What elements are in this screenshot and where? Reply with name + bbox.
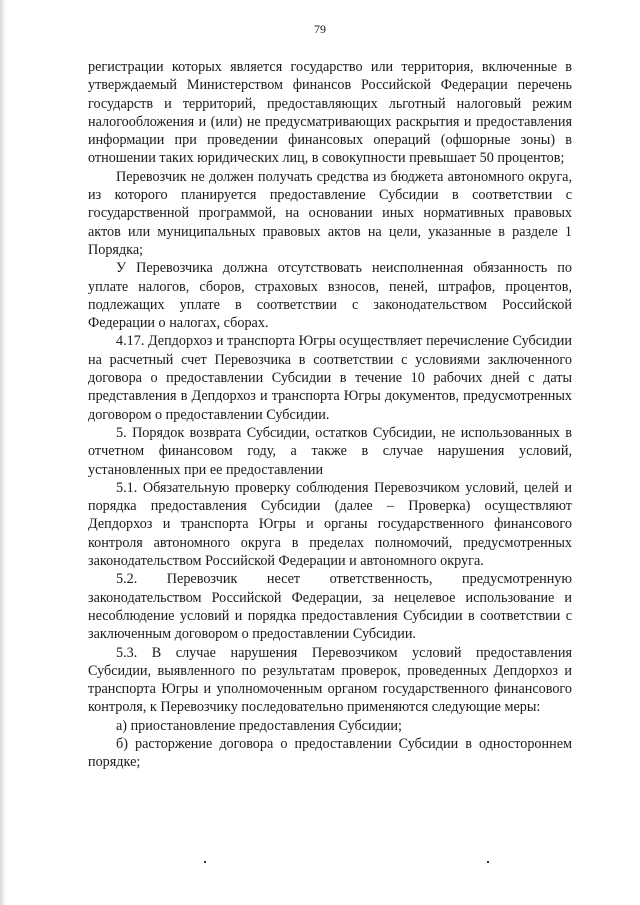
page-number: 79 [314, 22, 326, 36]
paragraph-4-17: 4.17. Депдорхоз и транспорта Югры осуществляет перечисление Субсидии на расчетный счет Перевозчика в соответствии с условиями заключенного договора о предоставлении Субсидии в течение 10 рабочих дней с даты представления в Депдорхоз и транспорта Югры документов, предусмотренных договором о предоставлении Субсидии. [88, 333, 572, 423]
document-body [88, 58, 572, 772]
paragraph-5-3-b: б) расторжение договора о предоставлении Субсидии в одностороннем порядке; [88, 735, 572, 771]
scan-edge-shadow [0, 0, 6, 905]
scan-dot-left [204, 861, 206, 863]
scan-dot-right [487, 861, 489, 863]
paragraph-5-3-a: а) приостановление предоставления Субсидии; [116, 717, 402, 734]
paragraph-5-3: 5.3. В случае нарушения Перевозчиком условий предоставления Субсидии, выявленного по результатам проверок, проведенных Депдорхоз и транспорта Югры и уполномоченным органом государственного финансового контроля, к Перевозчику последовательно применяются следующие меры: [88, 644, 572, 716]
paragraph-continuation: регистрации которых является государство или территория, включенные в утверждаемый Министерством финансов Российской Федерации перечень государств и территорий, предоставляющих льготный налоговый режим налогообложения и (или) не предусматривающих раскрытия и предоставления информации при проведении финансовых операций (офшорные зоны) в отношении таких юридических лиц, в совокупности превышает 50 процентов; [88, 59, 572, 167]
paragraph-tax-condition: У Перевозчика должна отсутствовать неисполненная обязанность по уплате налогов, сборов, страховых взносов, пеней, штрафов, процентов, подлежащих уплате в соответствии с законодательством Российской Федерации о налогах, сборах. [88, 260, 572, 332]
paragraph-5-2: 5.2. Перевозчик несет ответственность, предусмотренную законодательством Российской Федерации, за нецелевое использование и несоблюдение условий и порядка предоставления Субсидии в соответствии с заключенным договором о предоставлении Субсидии. [88, 571, 572, 643]
paragraph-5-1: 5.1. Обязательную проверку соблюдения Перевозчиком условий, целей и порядка предоставления Субсидии (далее – Проверка) осуществляют Депдорхоз и транспорта Югры и органы государственного финансового контроля автономного округа в пределах полномочий, предусмотренных законодательством Российской Федерации и автономного округа. [88, 479, 572, 570]
section-heading: 5. Порядок возврата Субсидии, остатков Субсидии, не использованных в отчетном финансовом году, а также в случае нарушения условий, установленных при ее предоставлении [88, 424, 572, 478]
paragraph-budget-condition: Перевозчик не должен получать средства из бюджета автономного округа, из которого планируется предоставление Субсидии в соответствии с государственной программой, на основании иных нормативных правовых актов или муниципальных правовых актов на цели, указанные в разделе 1 Порядка; [88, 168, 572, 258]
